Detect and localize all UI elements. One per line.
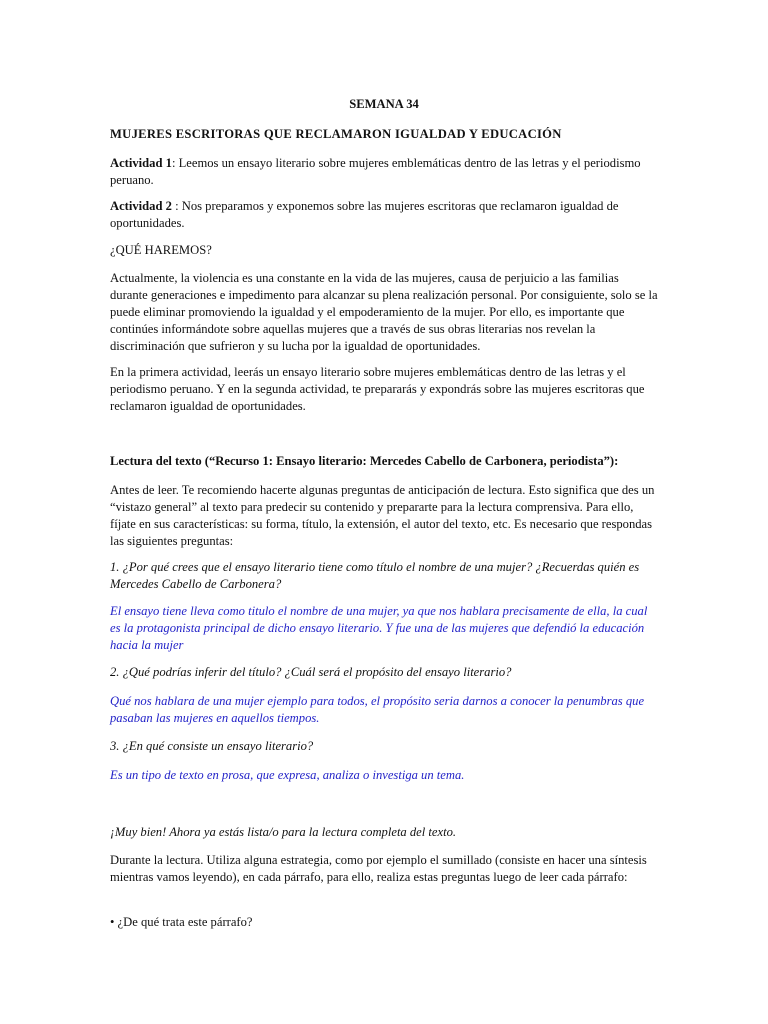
activity-1-label: Actividad 1 (110, 156, 172, 170)
during-reading-paragraph: Durante la lectura. Utiliza alguna estrategia, como por ejemplo el sumillado (consiste en hacer una síntesis mientras vamos leyendo), en cada párrafo, para ello, realiza estas preguntas luego de leer cada párrafo: (110, 853, 647, 884)
activity-1 (110, 155, 658, 189)
answer-3: Es un tipo de texto en prosa, que expresa, analiza o investiga un tema. (110, 768, 465, 782)
question-2: 2. ¿Qué podrías inferir del título? ¿Cuál será el propósito del ensayo literario? (110, 665, 512, 679)
question-3: 3. ¿En qué consiste un ensayo literario? (110, 739, 314, 753)
answer-1: El ensayo tiene lleva como titulo el nombre de una mujer, ya que nos hablara precisamente de ella, la cual es la protagonista principal de dicho ensayo literario. Y fue una de las mujeres que defendió la educación hacia la mujer (110, 604, 648, 652)
activity-2 (110, 198, 658, 232)
page-title: SEMANA 34 (349, 97, 419, 111)
bullet-question: • ¿De qué trata este párrafo? (110, 915, 253, 929)
activity-2-text: : Nos preparamos y exponemos sobre las mujeres escritoras que reclamaron igualdad de oportunidades. (110, 199, 619, 230)
question-1: 1. ¿Por qué crees que el ensayo literario tiene como título el nombre de una mujer? ¿Recuerdas quién es Mercedes Cabello de Carbonera? (110, 560, 640, 591)
ready-line: ¡Muy bien! Ahora ya estás lista/o para la lectura completa del texto. (110, 825, 457, 839)
plan-paragraph: En la primera actividad, leerás un ensayo literario sobre mujeres emblemáticas dentro de las letras y el periodismo peruano. Y en la segunda actividad, te prepararás y expondrás sobre las mujeres escritoras que reclamaron igualdad de oportunidades. (110, 365, 645, 413)
reading-heading: Lectura del texto (“Recurso 1: Ensayo literario: Mercedes Cabello de Carbonera, periodista”): (110, 454, 619, 468)
section-heading: MUJERES ESCRITORAS QUE RECLAMARON IGUALDAD Y EDUCACIÓN (110, 127, 562, 141)
answer-2: Qué nos hablara de una mujer ejemplo para todos, el propósito seria darnos a conocer la penumbras que pasaban las mujeres en aquellos tiempos. (110, 694, 645, 725)
before-reading-paragraph: Antes de leer. Te recomiendo hacerte algunas preguntas de anticipación de lectura. Esto significa que des un “vistazo general” al texto para predecir su contenido y prepararte para la lectura comprensiva. Para ello, fíjate en sus características: su forma, título, la extensión, el autor del texto, etc. Es necesario que respondas las siguientes preguntas: (110, 483, 655, 548)
activity-1-text: : Leemos un ensayo literario sobre mujeres emblemáticas dentro de las letras y el periodismo peruano. (110, 156, 641, 187)
activity-2-label: Actividad 2 (110, 199, 172, 213)
intro-paragraph: Actualmente, la violencia es una constante en la vida de las mujeres, causa de perjuicio a las familias durante generaciones e impedimento para alcanzar su plena realización personal. Por consiguiente, solo se la puede eliminar promoviendo la igualdad y el empoderamiento de la mujer. Por ello, es importante que continúes informándote sobre aquellas mujeres que a través de sus obras literarias nos revelan la discriminación que sufrieron y su lucha por la igualdad de oportunidades. (110, 271, 658, 353)
what-we-do-heading: ¿QUÉ HAREMOS? (110, 243, 212, 257)
